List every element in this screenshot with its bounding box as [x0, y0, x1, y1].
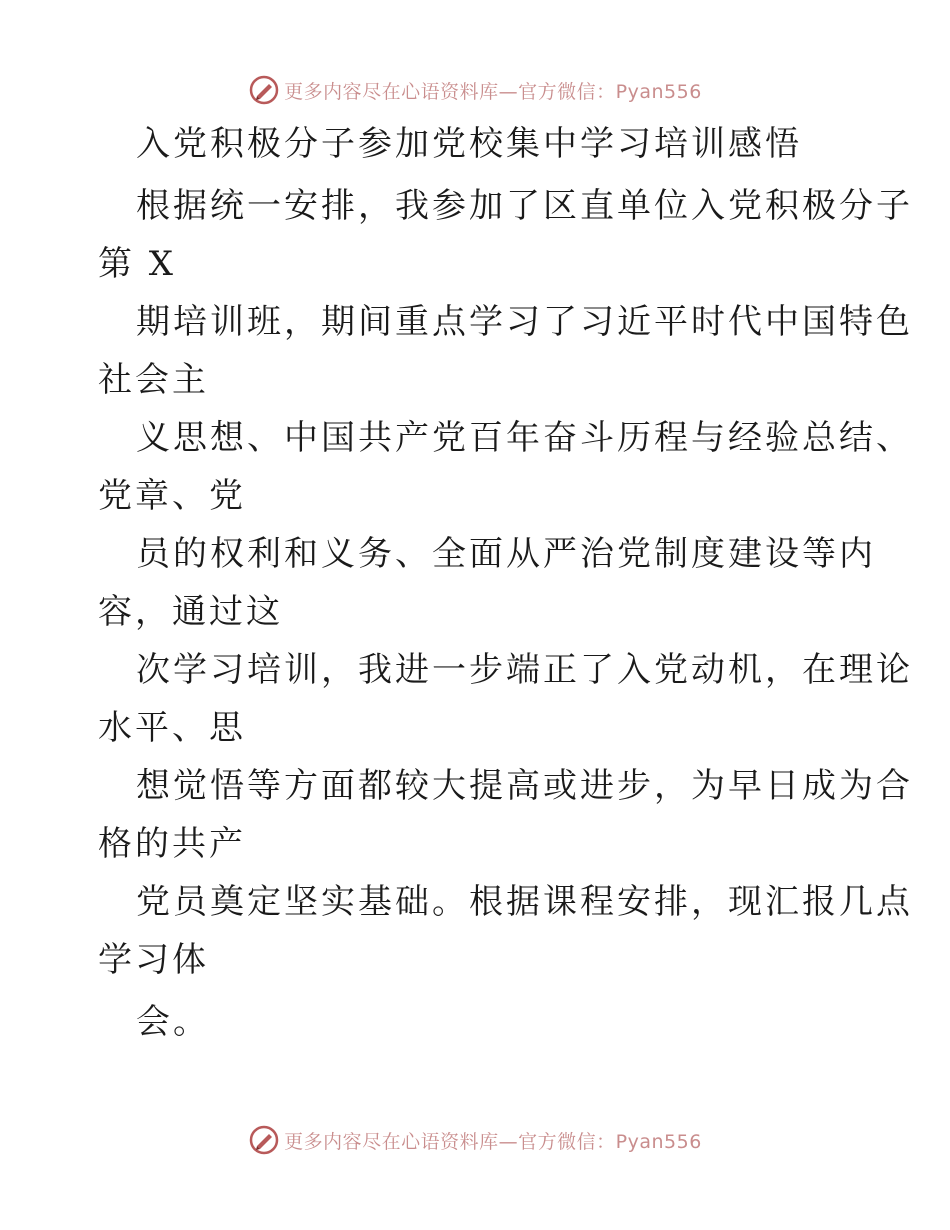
text-line: 会。 [136, 1002, 210, 1042]
text-line: 义思想、中国共产党百年奋斗历程与经验总结、 [136, 418, 913, 458]
text-line: 容，通过这 [98, 592, 283, 632]
text-line: 员的权利和义务、全面从严治党制度建设等内 [136, 534, 876, 574]
text-line: 格的共产 [98, 824, 246, 864]
watermark-text: 更多内容尽在心语资料库—官方微信：Pyan556 [284, 1130, 702, 1153]
text-line: 期培训班，期间重点学习了习近平时代中国特色 [136, 302, 913, 342]
pen-logo-icon [248, 1124, 280, 1156]
text-line: 党章、党 [98, 476, 246, 516]
text-line: 次学习培训，我进一步端正了入党动机，在理论 [136, 650, 913, 690]
text-line: 第 X [98, 244, 177, 284]
document-title: 入党积极分子参加党校集中学习培训感悟 [136, 124, 802, 164]
text-line: 学习体 [98, 940, 209, 980]
text-line: 水平、思 [98, 708, 246, 748]
footer-watermark [0, 1120, 950, 1160]
text-line: 根据统一安排，我参加了区直单位入党积极分子 [136, 186, 913, 226]
text-line: 想觉悟等方面都较大提高或进步，为早日成为合 [136, 766, 913, 806]
watermark-text: 更多内容尽在心语资料库—官方微信：Pyan556 [284, 80, 702, 103]
text-line: 社会主 [98, 360, 209, 400]
text-line: 党员奠定坚实基础。根据课程安排，现汇报几点 [136, 882, 913, 922]
